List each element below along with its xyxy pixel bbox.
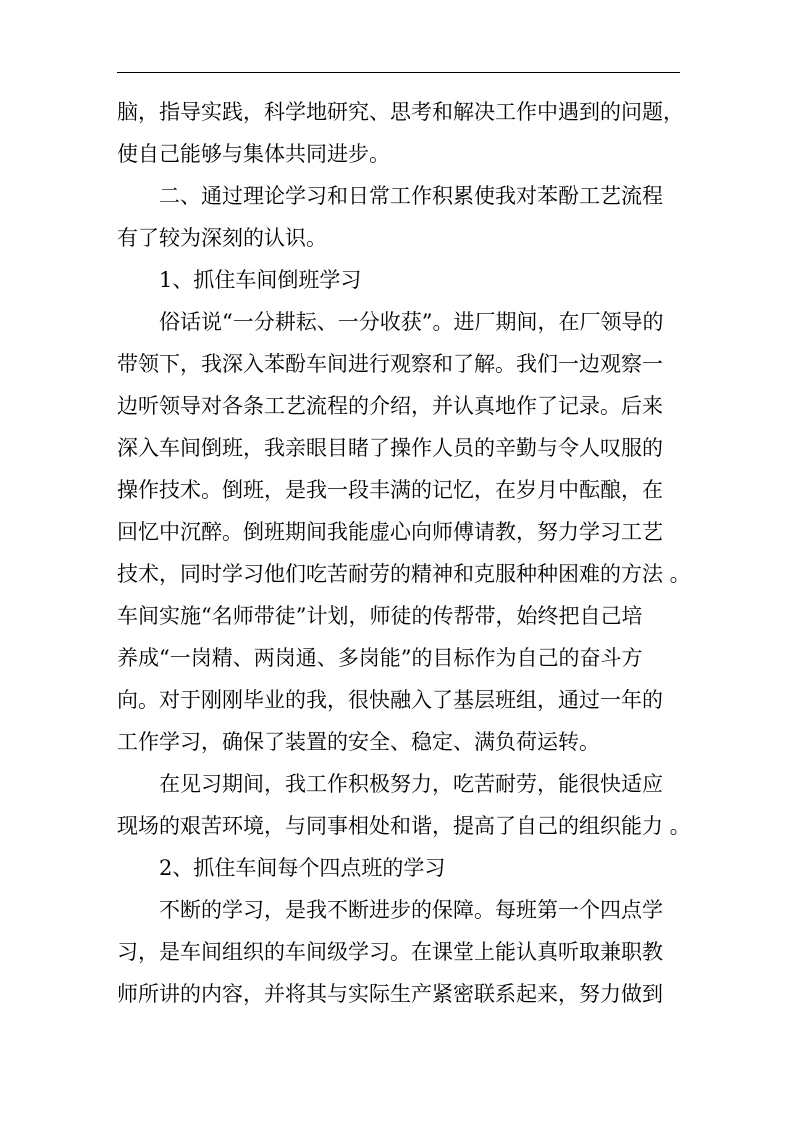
- text-line: 车间实施“名师带徒”计划，师徒的传帮带，始终把自己培: [117, 604, 643, 628]
- text-line: 俗话说“一分耕耘、一分收获”。进厂期间，在厂领导的: [159, 310, 664, 334]
- header-rule: [117, 72, 680, 73]
- text-line: 带领下，我深入苯酚车间进行观察和了解。我们一边观察一: [117, 352, 663, 376]
- text-line: 操作技术。倒班，是我一段丰满的记忆，在岁月中酝酿，在: [117, 478, 663, 502]
- text-line: 回忆中沉醉。倒班期间我能虚心向师傅请教，努力学习工艺: [117, 520, 663, 544]
- text-line: 技术，同时学习他们吃苦耐劳的精神和克服种种困难的方法 。: [117, 562, 691, 586]
- text-line: 脑，指导实践，科学地研究、思考和解决工作中遇到的问题，: [117, 100, 684, 124]
- text-line: 边听领导对各条工艺流程的介绍，并认真地作了记录。后来: [117, 394, 663, 418]
- section-heading: 有了较为深刻的认识。: [117, 226, 327, 250]
- text-line: 工作学习，确保了装置的安全、稳定、满负荷运转。: [117, 730, 600, 754]
- text-line: 师所讲的内容，并将其与实际生产紧密联系起来，努力做到: [117, 982, 663, 1006]
- section-heading: 二、通过理论学习和日常工作积累使我对苯酚工艺流程: [159, 184, 663, 208]
- text-line: 养成“一岗精、两岗通、多岗能”的目标作为自己的奋斗方: [117, 646, 643, 670]
- text-line: 使自己能够与集体共同进步。: [117, 142, 390, 166]
- text-line: 习，是车间组织的车间级学习。在课堂上能认真听取兼职教: [117, 940, 663, 964]
- subsection-heading: 1、抓住车间倒班学习: [159, 268, 362, 292]
- text-line: 向。对于刚刚毕业的我，很快融入了基层班组，通过一年的: [117, 688, 663, 712]
- text-line: 现场的艰苦环境，与同事相处和谐，提高了自己的组织能力 。: [117, 814, 691, 838]
- text-line: 在见习期间，我工作积极努力，吃苦耐劳，能很快适应: [159, 772, 663, 796]
- text-line: 深入车间倒班，我亲眼目睹了操作人员的辛勤与令人叹服的: [117, 436, 663, 460]
- subsection-heading: 2、抓住车间每个四点班的学习: [159, 856, 446, 880]
- text-line: 不断的学习，是我不断进步的保障。每班第一个四点学: [159, 898, 663, 922]
